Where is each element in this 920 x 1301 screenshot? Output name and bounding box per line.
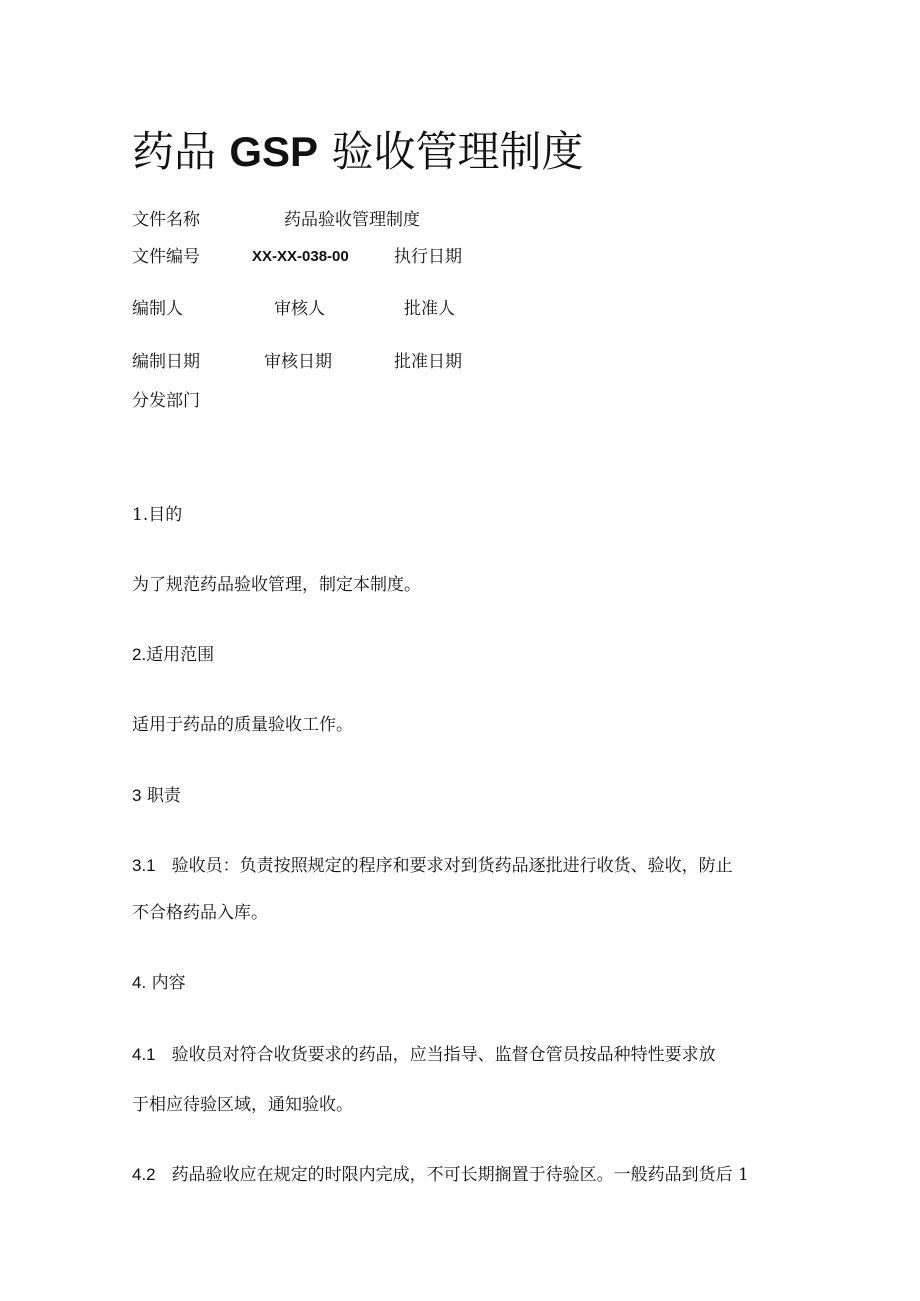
section-4-heading (132, 971, 186, 995)
approver-label: 批准人 (404, 299, 455, 319)
section-4-1-line-1 (132, 1043, 716, 1067)
reviewer-label: 审核人 (274, 299, 325, 319)
dept-label: 分发部门 (132, 391, 200, 411)
section-3-1-line-1 (132, 854, 733, 878)
document-title (132, 124, 583, 180)
file-no-value: XX-XX-038-00 (252, 248, 349, 265)
section-4-number: 4. (132, 973, 147, 992)
section-1-heading (132, 503, 182, 527)
edit-date-label: 编制日期 (132, 352, 200, 372)
section-2-heading (132, 643, 214, 667)
file-no-label: 文件编号 (132, 247, 200, 267)
section-3-1-number: 3.1 (132, 856, 156, 875)
file-name-label: 文件名称 (132, 210, 200, 230)
section-2-number: 2. (132, 645, 147, 664)
approve-date-label: 批准日期 (394, 352, 462, 372)
section-4-title: 内容 (151, 973, 186, 993)
file-name-value: 药品验收管理制度 (284, 210, 420, 230)
section-2-title: 适用范围 (146, 645, 215, 665)
section-1-number: 1. (132, 505, 149, 525)
section-4-2-text-1: 药品验收应在规定的时限内完成，不可长期搁置于待验区。一般药品到货后 1 (171, 1165, 749, 1185)
section-4-1-number: 4.1 (132, 1045, 156, 1064)
section-3-number: 3 (132, 786, 142, 805)
title-prefix: 药品 (132, 127, 217, 176)
section-3-heading (132, 784, 181, 808)
section-3-1-line-2: 不合格药品入库。 (132, 903, 268, 923)
section-3-title: 职责 (146, 786, 181, 806)
editor-label: 编制人 (132, 299, 183, 319)
section-4-2-line-1 (132, 1163, 749, 1187)
title-gsp: GSP (229, 128, 319, 175)
section-1-text: 为了规范药品验收管理，制定本制度。 (132, 575, 421, 595)
review-date-label: 审核日期 (264, 352, 332, 372)
section-4-1-text-1: 验收员对符合收货要求的药品，应当指导、监督仓管员按品种特性要求放 (171, 1045, 716, 1065)
section-3-1-text-1: 验收员：负责按照规定的程序和要求对到货药品逐批进行收货、验收，防止 (171, 856, 733, 876)
section-4-1-line-2: 于相应待验区域，通知验收。 (132, 1095, 353, 1115)
section-1-title: 目的 (148, 505, 183, 525)
section-2-text: 适用于药品的质量验收工作。 (132, 715, 353, 735)
exec-date-label: 执行日期 (394, 247, 462, 267)
section-4-2-number: 4.2 (132, 1165, 156, 1184)
title-suffix: 验收管理制度 (331, 127, 584, 176)
